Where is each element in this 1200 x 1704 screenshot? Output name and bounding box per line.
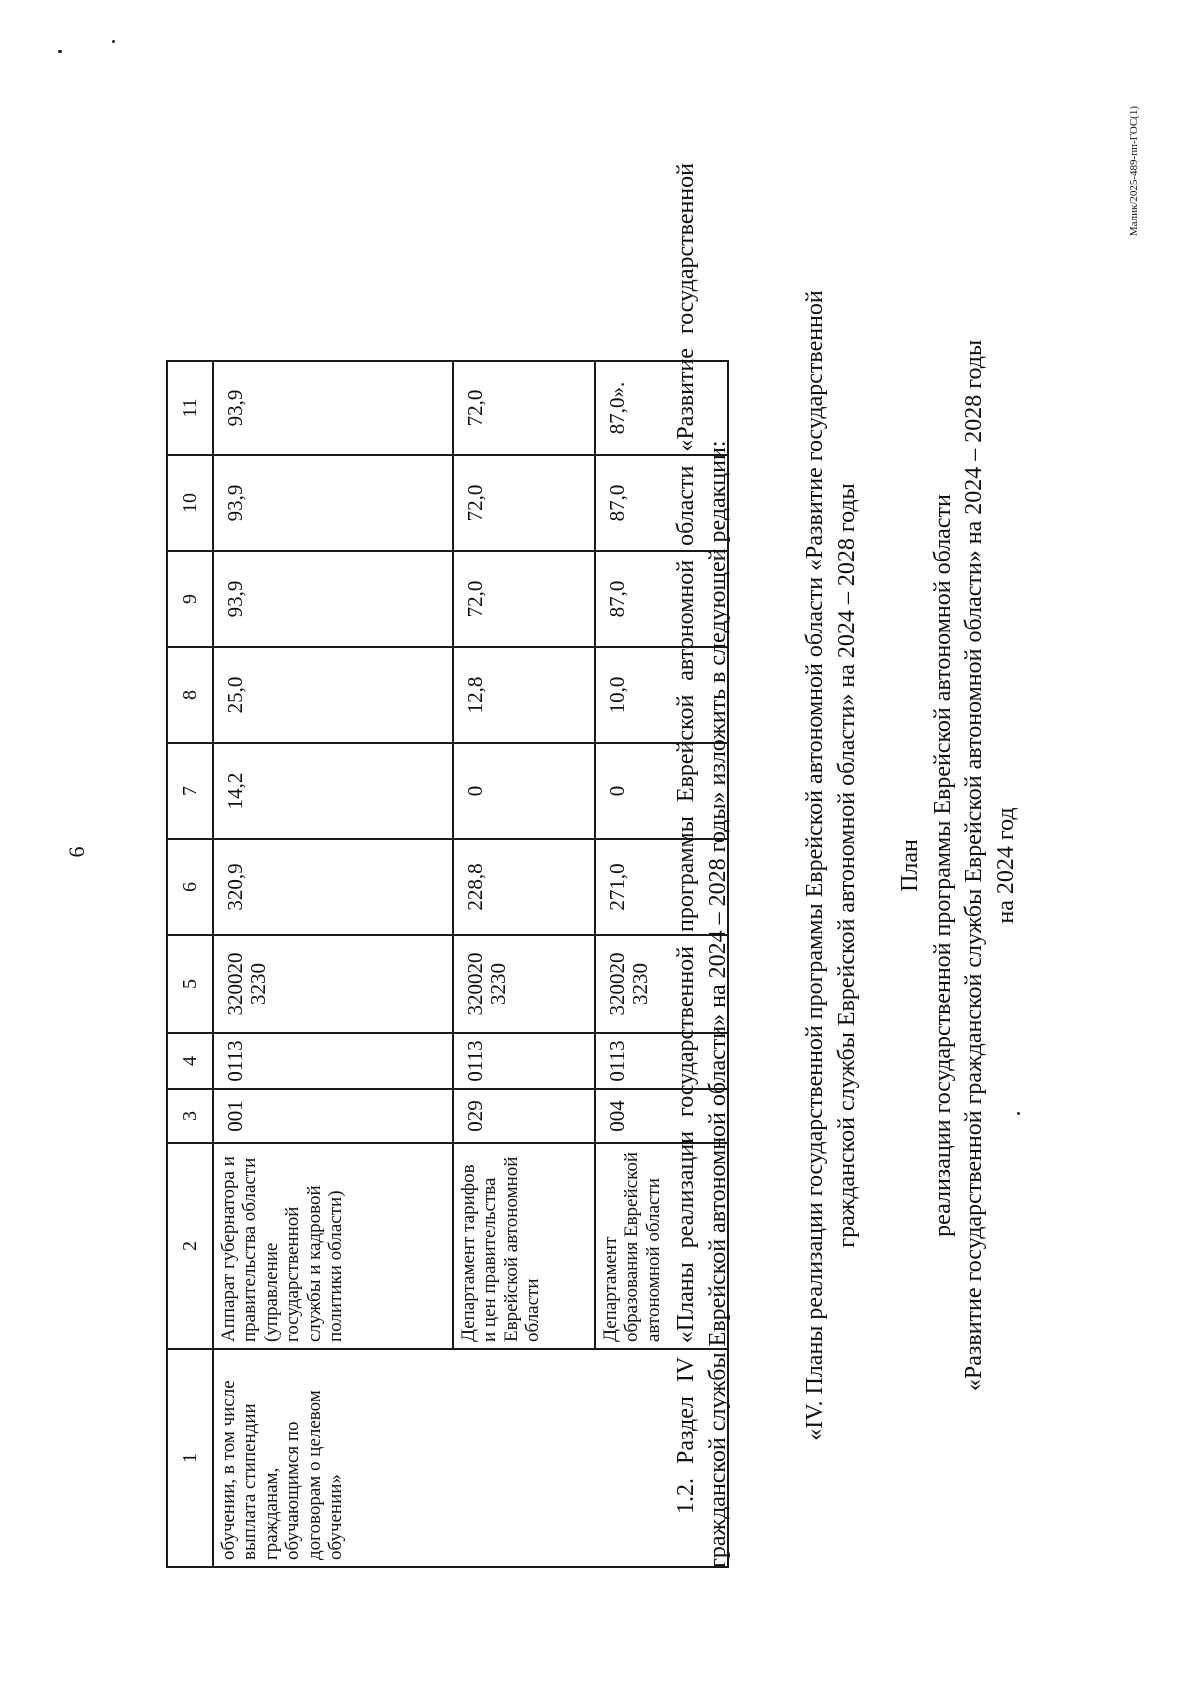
column-header: 2 [167, 1143, 213, 1349]
value-cell: 72,0 [453, 455, 595, 551]
table-header-row [167, 361, 213, 1567]
column-header: 3 [167, 1089, 213, 1143]
executor-cell: Департамент тарифов и цен правительства Еврейской автономной области [453, 1143, 595, 1349]
value-cell: 93,9 [213, 361, 453, 455]
column-header: 1 [167, 1349, 213, 1567]
plan-heading [895, 163, 1022, 1568]
value-cell: 87,0». [595, 361, 728, 455]
scan-speck [112, 40, 115, 43]
value-cell: 320,9 [213, 839, 453, 935]
target-article-cell: 320020 3230 [213, 935, 453, 1033]
grbs-code-cell: 029 [453, 1089, 595, 1143]
value-cell: 10,0 [595, 647, 728, 743]
plan-title: План [897, 839, 923, 892]
scan-speck [1017, 1112, 1020, 1115]
section-heading [800, 163, 863, 1568]
target-article-cell: 320020 3230 [595, 935, 728, 1033]
value-cell: 14,2 [213, 743, 453, 839]
column-header: 4 [167, 1033, 213, 1089]
value-cell: 0 [595, 743, 728, 839]
section-code-cell: 0113 [453, 1033, 595, 1089]
measure-name-cell: обучении, в том числе выплата стипендии гражданам, обучающимся по договорам о целевом обучении» [213, 1349, 728, 1567]
grbs-code-cell: 001 [213, 1089, 453, 1143]
column-header: 10 [167, 455, 213, 551]
value-cell: 93,9 [213, 455, 453, 551]
section-heading-line: «IV. Планы реализации государственной программы Еврейской автономной области «Развитие государственной [802, 290, 828, 1441]
plan-subtitle-line: «Развитие государственной гражданской службы Еврейской автономной области» на 2024 – 2028 годы [961, 339, 988, 1392]
plan-subtitle-line: реализации государственной программы Еврейской автономной области [930, 494, 957, 1237]
value-cell: 0 [453, 743, 595, 839]
target-article-cell: 320020 3230 [453, 935, 595, 1033]
page-number: 6 [64, 846, 89, 858]
value-cell: 25,0 [213, 647, 453, 743]
value-cell: 271,0 [595, 839, 728, 935]
column-header: 5 [167, 935, 213, 1033]
value-cell: 12,8 [453, 647, 595, 743]
value-cell: 87,0 [595, 455, 728, 551]
grbs-code-cell: 004 [595, 1089, 728, 1143]
column-header: 9 [167, 551, 213, 647]
section-code-cell: 0113 [595, 1033, 728, 1089]
table-row [213, 361, 453, 1567]
document-code: Малик/2025-489-пп-ГОС(1) [1128, 106, 1140, 237]
scan-speck [58, 50, 62, 53]
value-cell: 72,0 [453, 551, 595, 647]
value-cell: 93,9 [213, 551, 453, 647]
column-header: 11 [167, 361, 213, 455]
value-cell: 72,0 [453, 361, 595, 455]
section-heading-line: гражданской службы Еврейской автономной области» на 2024 – 2028 годы [833, 483, 860, 1248]
plan-subtitle-line: на 2024 год [992, 807, 1019, 924]
value-cell: 228,8 [453, 839, 595, 935]
column-header: 8 [167, 647, 213, 743]
column-header: 7 [167, 743, 213, 839]
executor-cell: Аппарат губернатора и правительства области (управление государственной службы и кадровой политики области) [213, 1143, 453, 1349]
section-code-cell: 0113 [213, 1033, 453, 1089]
budget-table [166, 360, 729, 1568]
amendment-paragraph: 1.2. Раздел IV «Планы реализации государственной программы Еврейской автономной области «Развитие государственной гражданской службы Еврейской автономной области» на 2024 – 2028 годы» изложить в следующей редакции: [673, 163, 732, 1568]
executor-cell: Департамент образования Еврейской автономной области [595, 1143, 728, 1349]
column-header: 6 [167, 839, 213, 935]
value-cell: 87,0 [595, 551, 728, 647]
